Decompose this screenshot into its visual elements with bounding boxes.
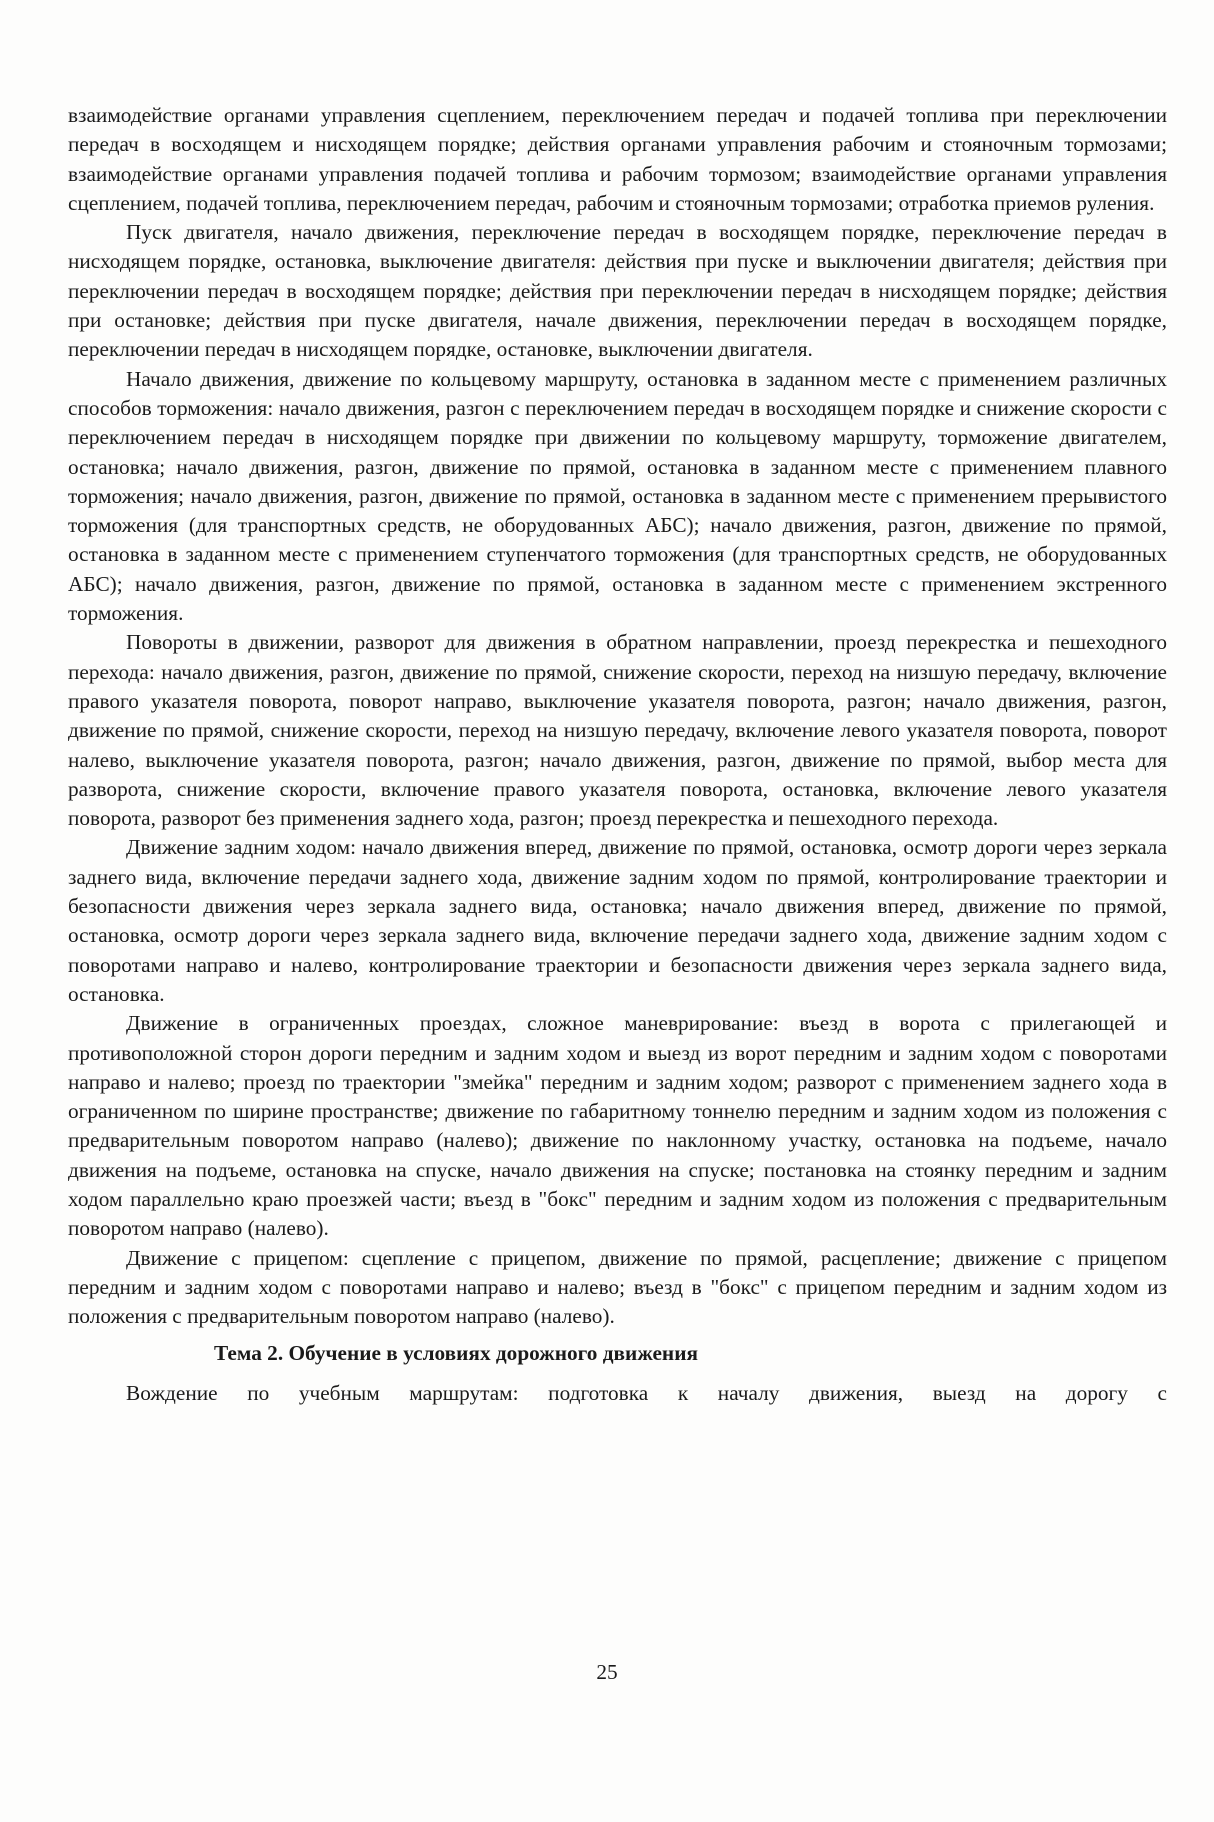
paragraph-8-truncated: Вождение по учебным маршрутам: подготовка к началу движения, выезд на дорогу с [126, 1381, 1167, 1406]
paragraph-2: Пуск двигателя, начало движения, переключение передач в восходящем порядке, переключение передач в нисходящем порядке, остановка, выключение двигателя: действия при пуске и выключении двигателя; действия при переключении передач в восходящем порядке; действия при переключении передач в нисходящем порядке; действия при остановке; действия при пуске двигателя, начале движения, переключении передач в восходящем порядке, переключении передач в нисходящем порядке, остановке, выключении двигателя. [68, 220, 1167, 362]
paragraph-7: Движение с прицепом: сцепление с прицепом, движение по прямой, расцепление; движение с прицепом передним и задним ходом с поворотами направо и налево; въезд в "бокс" с прицепом передним и задним ходом из положения с предварительным поворотом направо (налево). [68, 1245, 1167, 1329]
body-text [68, 101, 1167, 1409]
paragraph-4: Повороты в движении, разворот для движения в обратном направлении, проезд перекрестка и пешеходного перехода: начало движения, разгон, движение по прямой, снижение скорости, переход на низшую передачу, включение правого указателя поворота, поворот направо, выключение указателя поворота, разгон; начало движения, разгон, движение по прямой, снижение скорости, переход на низшую передачу, включение левого указателя поворота, поворот налево, выключение указателя поворота, разгон; начало движения, разгон, движение по прямой, выбор места для разворота, снижение скорости, включение правого указателя поворота, остановка, включение левого указателя поворота, разворот без применения заднего хода, разгон; проезд перекрестка и пешеходного перехода. [68, 630, 1167, 831]
paragraph-6: Движение в ограниченных проездах, сложное маневрирование: въезд в ворота с прилегающей и противоположной сторон дороги передним и задним ходом и выезд из ворот передним и задним ходом с поворотами направо и налево; проезд по траектории "змейка" передним и задним ходом; разворот с применением заднего хода в ограниченном по ширине пространстве; движение по габаритному тоннелю передним и задним ходом из положения с предварительным поворотом направо (налево); движение по наклонному участку, остановка на подъеме, начало движения на подъеме, остановка на спуске, начало движения на спуске; постановка на стоянку передним и задним ходом параллельно краю проезжей части; въезд в "бокс" передним и задним ходом из положения с предварительным поворотом направо (налево). [68, 1011, 1167, 1241]
section-heading: Тема 2. Обучение в условиях дорожного движения [214, 1341, 698, 1366]
page-number: 25 [596, 1660, 618, 1684]
paragraph-3: Начало движения, движение по кольцевому маршруту, остановка в заданном месте с применением различных способов торможения: начало движения, разгон с переключением передач в восходящем порядке и снижение скорости с переключением передач в нисходящем порядке при движении по кольцевому маршруту, торможение двигателем, остановка; начало движения, разгон, движение по прямой, остановка в заданном месте с применением плавного торможения; начало движения, разгон, движение по прямой, остановка в заданном месте с применением прерывистого торможения (для транспортных средств, не оборудованных АБС); начало движения, разгон, движение по прямой, остановка в заданном месте с применением ступенчатого торможения (для транспортных средств, не оборудованных АБС); начало движения, разгон, движение по прямой, остановка в заданном месте с применением экстренного торможения. [68, 366, 1167, 626]
paragraph-1: взаимодействие органами управления сцеплением, переключением передач и подачей топлива при переключении передач в восходящем и нисходящем порядке; действия органами управления рабочим и стояночным тормозами; взаимодействие органами управления подачей топлива и рабочим тормозом; взаимодействие органами управления сцеплением, подачей топлива, переключением передач, рабочим и стояночным тормозами; отработка приемов руления. [68, 103, 1167, 215]
paragraph-5: Движение задним ходом: начало движения вперед, движение по прямой, остановка, осмотр дороги через зеркала заднего вида, включение передачи заднего хода, движение задним ходом по прямой, контролирование траектории и безопасности движения через зеркала заднего вида, остановка; начало движения вперед, движение по прямой, остановка, осмотр дороги через зеркала заднего вида, включение передачи заднего хода, движение задним ходом с поворотами направо и налево, контролирование траектории и безопасности движения через зеркала заднего вида, остановка. [68, 835, 1167, 1006]
